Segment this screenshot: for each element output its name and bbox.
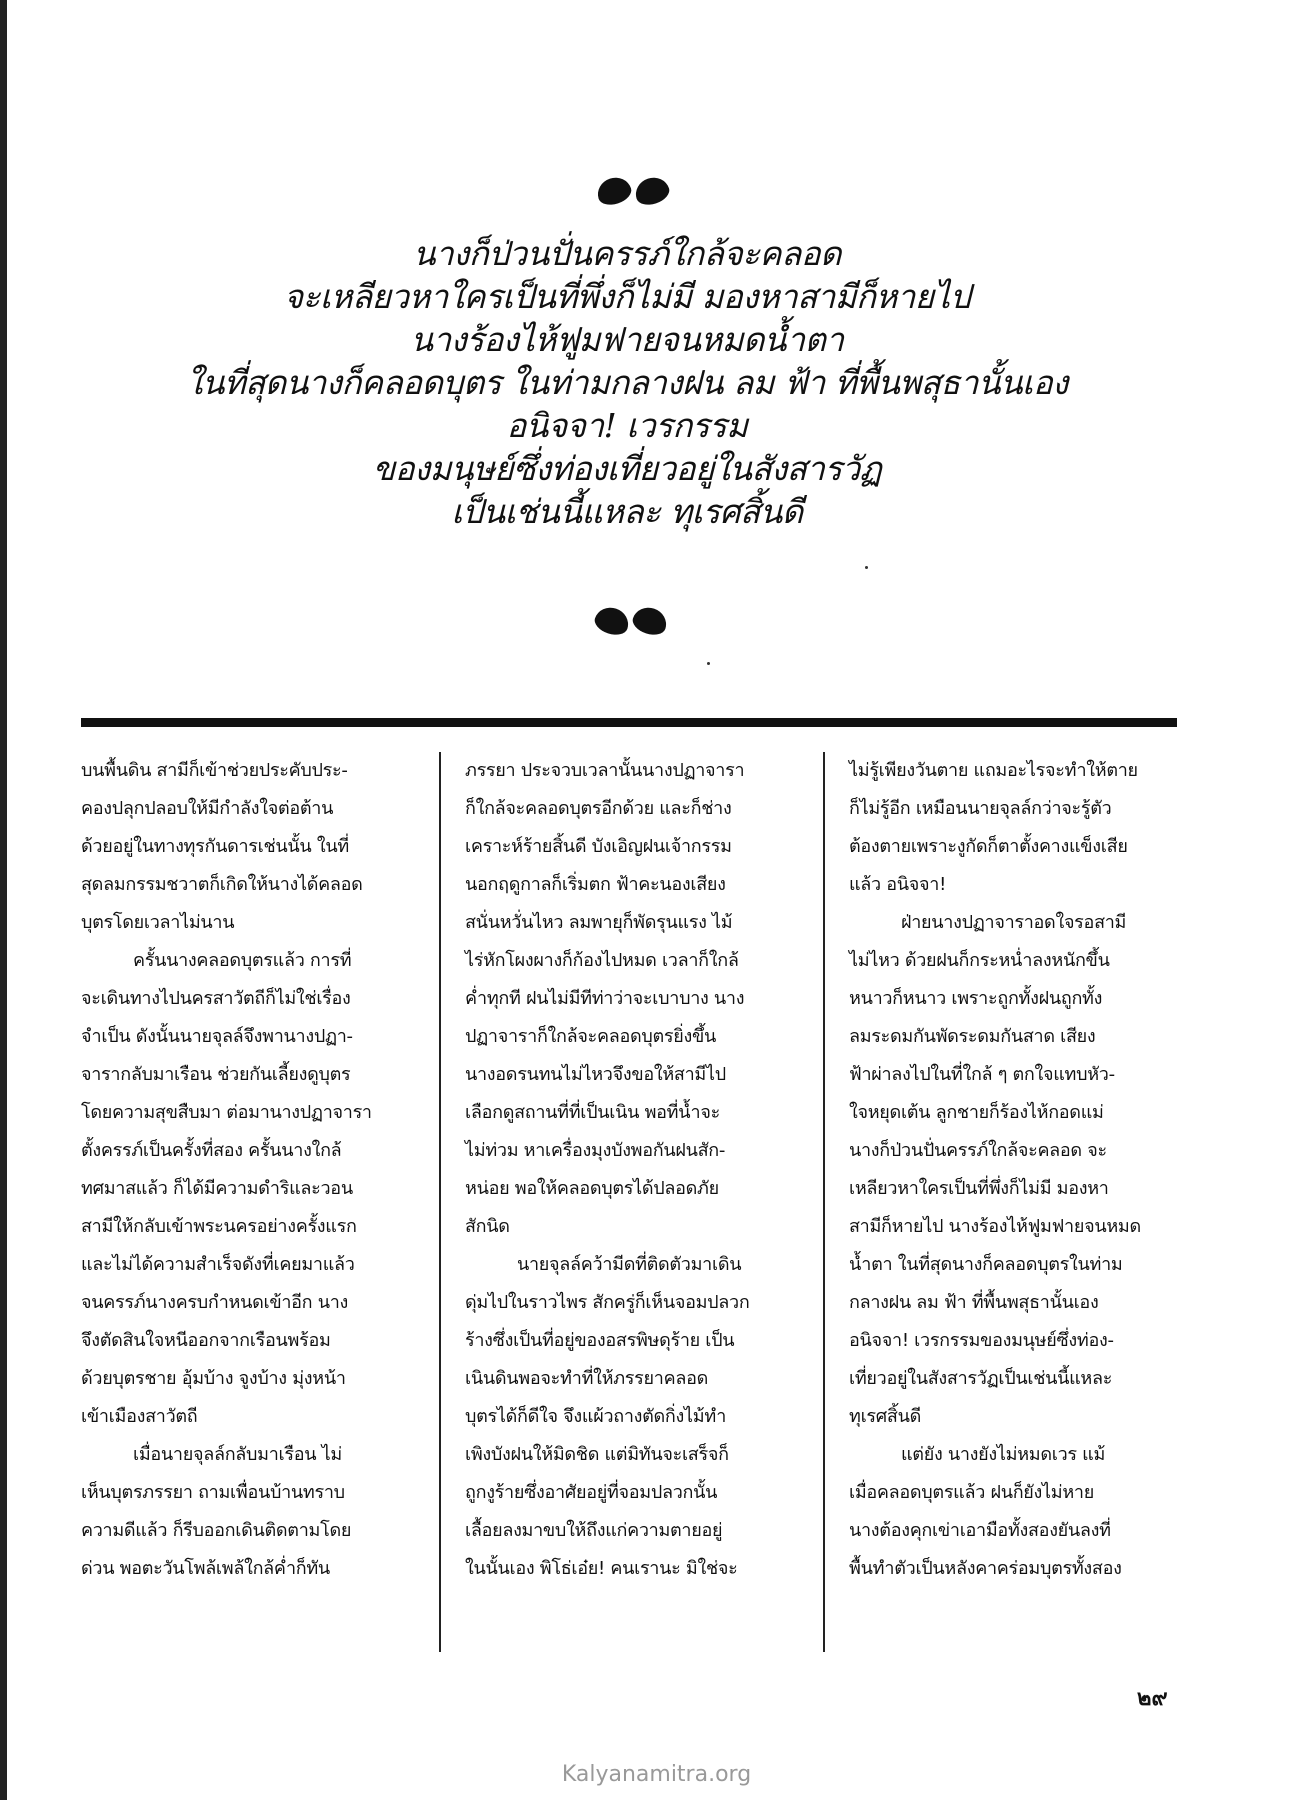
text-line: โดยความสุขสืบมา ต่อมานางปฏาจารา [81,1102,372,1123]
text-line: นายจุลล์คว้ามีดที่ติดตัวมาเดิน [517,1254,742,1275]
speck [865,566,868,569]
text-line: นางก็ป่วนปั่นครรภ์ใกล้จะคลอด จะ [849,1140,1107,1161]
text-line: ในนั้นเอง พิโธ่เอ๋ย! คนเรานะ มิใช่จะ [465,1558,738,1579]
watermark: Kalyanamitra.org [561,1762,752,1787]
text-line: คองปลุกปลอบให้มีกำลังใจต่อต้าน [81,798,334,819]
column-divider [439,752,441,1652]
text-line: ด่วน พอตะวันโพล้เพล้ใกล้ค่ำก็ทัน [81,1558,330,1579]
text-line: ตั้งครรภ์เป็นครั้งที่สอง ครั้นนางใกล้ [81,1140,342,1161]
text-line: กลางฝน ลม ฟ้า ที่พื้นพสุธานั้นเอง [849,1292,1099,1313]
text-column-1 [81,752,421,1588]
text-line: แล้ว อนิจจา! [849,874,946,895]
text-line: สามีก็หายไป นางร้องไห้ฟูมฟายจนหมด [849,1216,1141,1237]
text-line: จึงตัดสินใจหนีออกจากเรือนพร้อม [81,1330,331,1351]
text-column-2 [465,752,805,1588]
pull-quote-line: ในที่สุดนางก็คลอดบุตร ในท่ามกลางฝน ลม ฟ้า ที่พื้นพสุธานั้นเอง [186,363,1068,402]
pull-quote-line: อนิจจา! เวรกรรม [506,406,748,445]
text-line: เนินดินพอจะทำที่ให้ภรรยาคลอด [465,1368,708,1389]
article-body [81,752,1185,1652]
text-line: เมื่อคลอดบุตรแล้ว ฝนก็ยังไม่หาย [849,1482,1094,1503]
text-line: บุตรโดยเวลาไม่นาน [81,912,235,933]
text-line: สุดลมกรรมชวาตก็เกิดให้นางได้คลอด [81,874,363,895]
text-line: เหลียวหาใครเป็นที่พึ่งก็ไม่มี มองหา [849,1178,1109,1199]
pull-quote-line: นางก็ป่วนปั่นครรภ์ใกล้จะคลอด [413,234,841,273]
text-line: บุตรได้ก็ดีใจ จึงแผ้วถางตัดกิ่งไม้ทำ [465,1406,727,1427]
text-line: พื้นทำตัวเป็นหลังคาคร่อมบุตรทั้งสอง [849,1558,1122,1579]
text-line: ด้วยอยู่ในทางทุรกันดารเช่นนั้น ในที่ [81,836,349,857]
text-line: บนพื้นดิน สามีก็เข้าช่วยประคับประ- [81,760,348,781]
text-line: ค่ำทุกที ฝนไม่มีทีท่าว่าจะเบาบาง นาง [465,988,745,1009]
close-quote-icon [595,608,667,634]
text-line: ทศมาสแล้ว ก็ได้มีความดำริและวอน [81,1178,353,1199]
text-line: สามีให้กลับเข้าพระนครอย่างครั้งแรก [81,1216,357,1237]
text-line: ไร่หักโผงผางก็ก้องไปหมด เวลาก็ใกล้ [465,950,739,971]
text-line: และไม่ได้ความสำเร็จดังที่เคยมาแล้ว [81,1254,355,1275]
text-line: ร้างซึ่งเป็นที่อยู่ของอสรพิษดุร้าย เป็น [465,1330,735,1351]
text-line: ครั้นนางคลอดบุตรแล้ว การที่ [133,950,352,971]
pull-quote-line: ของมนุษย์ซึ่งท่องเที่ยวอยู่ในสังสารวัฏ [372,449,882,488]
text-line: เลื้อยลงมาขบให้ถึงแก่ความตายอยู่ [465,1520,723,1541]
text-line: เห็นบุตรภรรยา ถามเพื่อนบ้านทราบ [81,1482,345,1503]
text-line: ใจหยุดเต้น ลูกชายก็ร้องไห้กอดแม่ [849,1102,1104,1123]
text-line: ลมระดมกันพัดระดมกันสาด เสียง [849,1026,1096,1047]
text-line: แต่ยัง นางยังไม่หมดเวร แม้ [901,1444,1106,1465]
open-quote-icon [597,178,669,204]
text-line: สนั่นหวั่นไหว ลมพายุก็พัดรุนแรง ไม้ [465,912,733,933]
text-line: จำเป็น ดังนั้นนายจุลล์จึงพานางปฏา- [81,1026,353,1047]
text-line: เมื่อนายจุลล์กลับมาเรือน ไม่ [133,1444,342,1465]
text-line: จนครรภ์นางครบกำหนดเข้าอีก นาง [81,1292,348,1313]
text-line: เข้าเมืองสาวัตถี [81,1406,198,1427]
text-line: อนิจจา! เวรกรรมของมนุษย์ซึ่งท่อง- [849,1330,1114,1351]
text-column-3 [849,752,1189,1588]
text-line: หนาวก็หนาว เพราะถูกทั้งฝนถูกทั้ง [849,988,1103,1009]
text-line: ไม่ท่วม หาเครื่องมุงบังพอกันฝนสัก- [465,1140,726,1161]
text-line: ก็ไม่รู้อีก เหมือนนายจุลล์กว่าจะรู้ตัว [849,798,1112,819]
text-line: นางอดรนทนไม่ไหวจึงขอให้สามีไป [465,1064,726,1085]
text-line: ไม่รู้เพียงวันตาย แถมอะไรจะทำให้ตาย [849,760,1138,781]
pull-quote-line: เป็นเช่นนี้แหละ ทุเรศสิ้นดี [451,492,803,531]
speck [707,662,710,665]
page-number: ๒๙ [1137,1686,1168,1711]
text-line: น้ำตา ในที่สุดนางก็คลอดบุตรในท่าม [849,1254,1123,1275]
text-line: ก็ใกล้จะคลอดบุตรอีกด้วย และก็ช่าง [465,798,732,819]
pull-quote [127,232,1127,533]
text-line: นอกฤดูกาลก็เริ่มตก ฟ้าคะนองเสียง [465,874,726,895]
text-line: ดุ่มไปในราวไพร สักครู่ก็เห็นจอมปลวก [465,1292,750,1313]
column-divider [823,752,825,1652]
text-line: ทุเรศสิ้นดี [849,1406,921,1427]
text-line: ปฏาจาราก็ใกล้จะคลอดบุตรยิ่งขึ้น [465,1026,716,1047]
text-line: จะเดินทางไปนครสาวัตถีก็ไม่ใช่เรื่อง [81,988,351,1009]
text-line: ความดีแล้ว ก็รีบออกเดินติดตามโดย [81,1520,352,1541]
text-line: ฟ้าผ่าลงไปในที่ใกล้ ๆ ตกใจแทบหัว- [849,1064,1115,1085]
text-line: สักนิด [465,1216,510,1237]
text-line: ด้วยบุตรชาย อุ้มบ้าง จูงบ้าง มุ่งหน้า [81,1368,346,1389]
text-line: หน่อย พอให้คลอดบุตรได้ปลอดภัย [465,1178,719,1199]
text-line: จารากลับมาเรือน ช่วยกันเลี้ยงดูบุตร [81,1064,351,1085]
text-line: เพิงบังฝนให้มิดชิด แต่มิทันจะเสร็จก็ [465,1444,729,1465]
text-line: เลือกดูสถานที่ที่เป็นเนิน พอที่น้ำจะ [465,1102,720,1123]
text-line: ภรรยา ประจวบเวลานั้นนางปฏาจารา [465,760,745,781]
text-line: ฝ่ายนางปฏาจาราอดใจรอสามี [901,912,1127,933]
text-line: ถูกงูร้ายซึ่งอาศัยอยู่ที่จอมปลวกนั้น [465,1482,718,1503]
text-line: เคราะห์ร้ายสิ้นดี บังเอิญฝนเจ้ากรรม [465,836,732,857]
text-line: ต้องตายเพราะงูกัดก็ตาตั้งคางแข็งเสีย [849,836,1128,857]
pull-quote-line: นางร้องไห้ฟูมฟายจนหมดน้ำตา [410,320,844,359]
text-line: ไม่ไหว ด้วยฝนก็กระหน่ำลงหนักขึ้น [849,950,1110,971]
horizontal-rule [81,718,1177,727]
pull-quote-line: จะเหลียวหาใครเป็นที่พึ่งก็ไม่มี มองหาสามีก็หายไป [283,277,971,316]
text-line: นางต้องคุกเข่าเอามือทั้งสองยันลงที่ [849,1520,1111,1541]
text-line: เที่ยวอยู่ในสังสารวัฏเป็นเช่นนี้แหละ [849,1368,1113,1389]
